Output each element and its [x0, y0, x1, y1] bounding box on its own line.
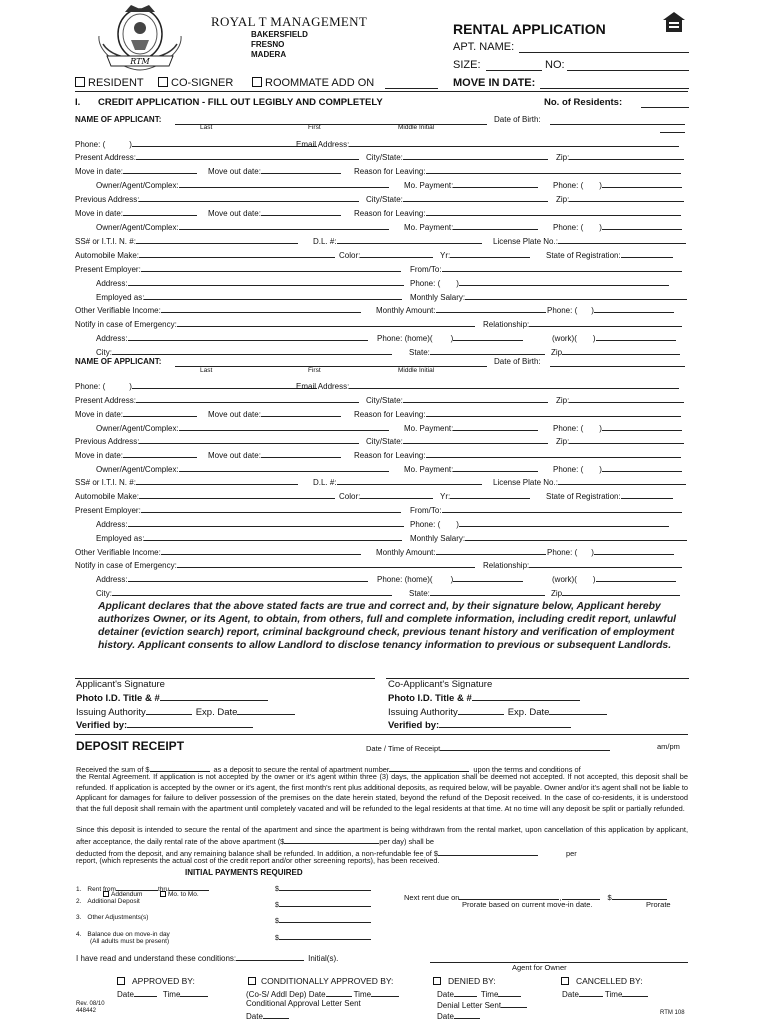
ssn-row-2[interactable]: SS# or I.T.I. N. #:: [75, 477, 298, 487]
first-caption: First: [308, 124, 321, 131]
owner-row-3[interactable]: Owner/Agent/Complex:: [96, 423, 389, 433]
denied-datetime[interactable]: Date Time: [437, 989, 521, 999]
plate-row[interactable]: License Plate No.:: [493, 236, 686, 246]
middle-caption-2: Middle Initial: [398, 367, 435, 374]
dl-row-2[interactable]: D.L. #:: [313, 477, 482, 487]
email-label: Email Address:: [296, 139, 679, 149]
em-city-row[interactable]: City:: [96, 347, 392, 357]
phone-home-row[interactable]: Phone: (home)( ): [377, 333, 523, 343]
employed-as-row[interactable]: Employed as:: [96, 292, 402, 302]
receipt-datetime[interactable]: Date / Time of Receipt: [366, 743, 610, 753]
roommate-field[interactable]: [385, 88, 438, 89]
denial-letter-date[interactable]: Date: [437, 1011, 480, 1021]
first-caption-2: First: [308, 367, 321, 374]
deposit-line1: Received the sum of $ as a deposit to secure the rental of apartment number upon the terms and conditions of: [76, 765, 581, 774]
previous-address-row-2[interactable]: Previous Address:: [75, 436, 359, 446]
revision-label: Rev. 08/10: [76, 1001, 105, 1007]
approved-datetime[interactable]: Date Time: [117, 989, 208, 999]
ampm-label: am/pm: [657, 742, 680, 751]
next-rent-row[interactable]: Next rent due on , $: [404, 892, 667, 902]
phone-work-row[interactable]: (work)( ): [552, 333, 676, 343]
apt-name-label: APT. NAME:: [453, 41, 515, 53]
move-out-row-3[interactable]: Move out date:: [208, 409, 341, 419]
name-field-2[interactable]: [175, 366, 487, 367]
owner-phone-row-4[interactable]: Phone: ( ): [553, 464, 682, 474]
size-label: SIZE:: [453, 59, 481, 71]
denied-checkbox[interactable]: DENIED BY:: [433, 977, 496, 986]
payment-item-3: 3. Other Adjustments(s): [76, 914, 149, 921]
reason-row[interactable]: Reason for Leaving:: [354, 166, 681, 176]
verified-label-2[interactable]: Verified by:: [388, 720, 571, 731]
mo-payment-row-3[interactable]: Mo. Payment:: [404, 423, 538, 433]
mo-payment-row[interactable]: Mo. Payment:: [404, 180, 538, 190]
deposit-fee-line: deducted from the deposit, and any remaining balance shall be refunded. In addition, a non-refundable fee of $ per: [76, 849, 577, 858]
checkbox-roommate[interactable]: ROOMMATE ADD ON: [252, 77, 374, 89]
email-label-2[interactable]: Email Address:: [296, 381, 679, 391]
em-address-row[interactable]: Address:: [96, 333, 368, 343]
payment-amount-3[interactable]: $: [275, 915, 371, 925]
em-zip-row-2[interactable]: Zip: [551, 588, 680, 598]
company-seal-logo: [95, 4, 185, 76]
payment-item-2: 2. Additional Deposit: [76, 898, 140, 905]
move-in-field[interactable]: [540, 88, 689, 89]
agent-label: Agent for Owner: [512, 963, 567, 972]
cond-datetime[interactable]: (Co-S/ Addl Dep) Date Time: [246, 989, 399, 999]
move-in-row-4[interactable]: Move in date:: [75, 450, 197, 460]
rtm-form-code: RTM 108: [660, 1010, 685, 1016]
coapplicant-signature-label: Co-Applicant's Signature: [388, 679, 493, 690]
line: [660, 132, 685, 133]
checkbox-cosigner[interactable]: CO-SIGNER: [158, 77, 233, 89]
verified-label[interactable]: Verified by:: [76, 720, 253, 731]
city-state-row[interactable]: City/State:: [366, 152, 548, 162]
section-title: CREDIT APPLICATION - FILL OUT LEGIBLY AND COMPLETELY: [98, 97, 383, 108]
present-address-row-2[interactable]: Present Address:: [75, 395, 359, 405]
owner-row-4[interactable]: Owner/Agent/Complex:: [96, 464, 389, 474]
prorate-label: Prorate: [646, 900, 671, 909]
dob-field[interactable]: [550, 124, 685, 125]
residents-label: No. of Residents:: [544, 97, 623, 108]
em-address-row-2[interactable]: Address:: [96, 574, 368, 584]
dob-label-2: Date of Birth:: [494, 357, 541, 366]
deposit-report-line: report, (which represents the actual cost of the credit report and/or other screening reports), has been received.: [76, 856, 440, 865]
addendum-checkbox[interactable]: Addendum: [103, 891, 142, 899]
plate-row-2[interactable]: License Plate No.:: [493, 477, 686, 487]
prev-zip-row-2[interactable]: Zip:: [556, 436, 684, 446]
employer-row[interactable]: Present Employer:: [75, 264, 401, 274]
other-phone-row[interactable]: Phone: ( ): [547, 305, 674, 315]
move-out-row[interactable]: Move out date:: [208, 166, 341, 176]
prorate-current-label: Prorate based on current move-in date.: [462, 900, 593, 909]
mo-to-mo-checkbox[interactable]: Mo. to Mo.: [160, 891, 199, 899]
applicant-signature-label: Applicant's Signature: [76, 679, 165, 690]
form-number: 448442: [76, 1008, 97, 1014]
employer-phone-row-2[interactable]: Phone: ( ): [410, 519, 669, 529]
em-city-row-2[interactable]: City:: [96, 588, 392, 598]
employed-as-row-2[interactable]: Employed as:: [96, 533, 402, 543]
conditions-row[interactable]: I have read and understand these conditions: Initial(s).: [76, 954, 339, 963]
no-label: NO:: [545, 59, 565, 71]
zip-row-2[interactable]: Zip:: [556, 395, 684, 405]
auto-row[interactable]: Automobile Make:: [75, 250, 335, 260]
zip-row[interactable]: Zip:: [556, 152, 684, 162]
ssn-row[interactable]: SS# or I.T.I. N. #:: [75, 236, 298, 246]
photo-id-label-2[interactable]: Photo I.D. Title & #: [388, 693, 580, 704]
from-to-row-2[interactable]: From/To:: [410, 505, 682, 515]
issuing-label[interactable]: Issuing Authority Exp. Date: [76, 707, 295, 718]
city-madera: MADERA: [251, 50, 287, 59]
prev-city-state-row-2[interactable]: City/State:: [366, 436, 548, 446]
owner-phone-row-3[interactable]: Phone: ( ): [553, 423, 682, 433]
phone-work-row-2[interactable]: (work)( ): [552, 574, 676, 584]
payment-item-1[interactable]: 1. Rent from thru: [76, 883, 209, 894]
other-phone-row-2[interactable]: Phone: ( ): [547, 547, 674, 557]
employer-address-row-2[interactable]: Address:: [96, 519, 404, 529]
svg-text:RTM: RTM: [130, 57, 150, 66]
reason-row-3[interactable]: Reason for Leaving:: [354, 409, 681, 419]
payment-amount-1[interactable]: $: [275, 883, 371, 893]
divider: [75, 734, 688, 735]
mo-payment-row-2[interactable]: Mo. Payment:: [404, 222, 538, 232]
state-reg-row-2[interactable]: State of Registration:: [546, 491, 673, 501]
present-address-row[interactable]: Present Address:: [75, 152, 359, 162]
apt-name-field[interactable]: [519, 52, 689, 53]
payment-item-4-sub: (All adults must be present): [90, 938, 170, 945]
salary-row[interactable]: Monthly Salary:: [410, 292, 687, 302]
color-row-2[interactable]: Color:: [339, 491, 433, 501]
equal-housing-icon: [662, 11, 686, 33]
form-title: RENTAL APPLICATION: [453, 21, 606, 37]
city-state-row-2[interactable]: City/State:: [366, 395, 548, 405]
owner-phone-row-2[interactable]: Phone: ( ): [553, 222, 682, 232]
city-fresno: FRESNO: [251, 40, 285, 49]
name-label-2: NAME OF APPLICANT:: [75, 357, 162, 366]
relationship-row-2[interactable]: Relationship:: [483, 560, 682, 570]
monthly-amount-row-2[interactable]: Monthly Amount:: [376, 547, 546, 557]
phone-label-2[interactable]: Phone: ( ): [75, 381, 317, 391]
deposit-terms: the Rental Agreement. If application is not accepted by the owner or it's agent within three (3) days, the application shall be deemed not accepted. If not accepted, this deposit shall be refunded. If application is accepted by the owner or it's agent, the first month's rent plus additional deposits, as required below, will be payable. Owner and/or it's agent shall not be liable to Applicant for damages for failure to deliver possession of the premises on the date herein stated, beyond the refund of the Deposit received. In the case of co-residents, it is understood that the full deposit shall remain with the apartment until completely vacated and will be refunded to the legal residents at that time. At no time will any deposit be split or partially refunded.: [76, 772, 688, 813]
checkbox-resident[interactable]: RESIDENT: [75, 77, 144, 89]
cancelled-checkbox[interactable]: CANCELLED BY:: [561, 977, 643, 986]
dob-label: Date of Birth:: [494, 115, 541, 124]
auto-row-2[interactable]: Automobile Make:: [75, 491, 335, 501]
employer-phone-row[interactable]: Phone: ( ): [410, 278, 669, 288]
move-out-row-2[interactable]: Move out date:: [208, 208, 341, 218]
mo-payment-row-4[interactable]: Mo. Payment:: [404, 464, 538, 474]
cancelled-datetime[interactable]: Date Time: [562, 989, 648, 999]
yr-row[interactable]: Yr:: [440, 250, 530, 260]
denial-letter-row[interactable]: Denial Letter Sent: [437, 1000, 527, 1010]
owner-row-2[interactable]: Owner/Agent/Complex:: [96, 222, 389, 232]
move-in-row-2[interactable]: Move in date:: [75, 208, 197, 218]
conditionally-approved-checkbox[interactable]: CONDITIONALLY APPROVED BY:: [248, 977, 393, 986]
payment-item-4: 4. Balance due on move-in day: [76, 931, 170, 938]
emergency-row-2[interactable]: Notify in case of Emergency:: [75, 560, 475, 570]
move-in-row-3[interactable]: Move in date:: [75, 409, 197, 419]
deposit-title: DEPOSIT RECEIPT: [76, 739, 185, 753]
middle-caption: Middle Initial: [398, 124, 435, 131]
size-field[interactable]: [486, 70, 542, 71]
approved-checkbox[interactable]: APPROVED BY:: [117, 977, 195, 986]
move-in-row[interactable]: Move in date:: [75, 166, 197, 176]
last-caption-2: Last: [200, 367, 213, 374]
move-out-row-4[interactable]: Move out date:: [208, 450, 341, 460]
divider: [75, 91, 688, 92]
reason-row-4[interactable]: Reason for Leaving:: [354, 450, 681, 460]
em-zip-row[interactable]: Zip: [551, 347, 680, 357]
em-state-row-2[interactable]: State:: [409, 588, 545, 598]
name-field[interactable]: [175, 124, 487, 125]
payments-title: INITIAL PAYMENTS REQUIRED: [185, 868, 303, 877]
salary-row-2[interactable]: Monthly Salary:: [410, 533, 687, 543]
last-caption: Last: [200, 124, 213, 131]
issuing-label-2[interactable]: Issuing Authority Exp. Date: [388, 707, 607, 718]
city-bakersfield: BAKERSFIELD: [251, 30, 308, 39]
deposit-cancellation: Since this deposit is intended to secure the rental of the apartment and since the apartment is being withdrawn from the rental market, upon cancellation of this application by applicant, after acceptance, the daily rental rate of the above apartment ($ per day) shall be: [76, 825, 688, 846]
owner-phone-row[interactable]: Phone: ( ): [553, 180, 682, 190]
cond-letter-label: Conditional Approval Letter Sent: [246, 999, 361, 1008]
payment-amount-2[interactable]: $: [275, 899, 371, 909]
company-name: ROYAL T MANAGEMENT: [211, 14, 368, 29]
prev-zip-row[interactable]: Zip:: [556, 194, 684, 204]
applicant-declaration: Applicant declares that the above stated facts are true and correct and, by their signature below, Applicant hereby authorizes Owner, or its Agent, to obtain, from others, full and complete information, including credit report, unlawful detainer (eviction search) report, criminal background check, previous tenant history and verification of employment history. Applicant consents to allow Landlord to disclose tenancy information to previous or subsequent Landlords.: [98, 601, 677, 651]
move-in-label: MOVE IN DATE:: [453, 77, 536, 89]
emergency-row[interactable]: Notify in case of Emergency:: [75, 319, 475, 329]
yr-row-2[interactable]: Yr:: [440, 491, 530, 501]
unit-no-field[interactable]: [567, 70, 689, 71]
payment-amount-4[interactable]: $: [275, 932, 371, 942]
from-to-row[interactable]: From/To:: [410, 264, 682, 274]
owner-row[interactable]: Owner/Agent/Complex:: [96, 180, 389, 190]
reason-row-2[interactable]: Reason for Leaving:: [354, 208, 681, 218]
residents-field[interactable]: [641, 107, 689, 108]
cond-letter-date[interactable]: Date: [246, 1011, 289, 1021]
photo-id-label[interactable]: Photo I.D. Title & #: [76, 693, 268, 704]
prev-city-state-row[interactable]: City/State:: [366, 194, 548, 204]
dl-row[interactable]: D.L. #:: [313, 236, 482, 246]
other-income-row-2[interactable]: Other Verifiable Income:: [75, 547, 361, 557]
dob-field-2[interactable]: [550, 366, 685, 367]
phone-label: Phone: ( ): [75, 139, 317, 149]
section-numeral: I.: [75, 97, 81, 108]
employer-row-2[interactable]: Present Employer:: [75, 505, 401, 515]
previous-address-row[interactable]: Previous Address:: [75, 194, 359, 204]
phone-home-row-2[interactable]: Phone: (home)( ): [377, 574, 523, 584]
employer-address-row[interactable]: Address:: [96, 278, 404, 288]
state-reg-row[interactable]: State of Registration:: [546, 250, 673, 260]
em-state-row[interactable]: State:: [409, 347, 545, 357]
color-row[interactable]: Color:: [339, 250, 433, 260]
other-income-row[interactable]: Other Verifiable Income:: [75, 305, 361, 315]
monthly-amount-row[interactable]: Monthly Amount:: [376, 305, 546, 315]
relationship-row[interactable]: Relationship:: [483, 319, 682, 329]
name-label: NAME OF APPLICANT:: [75, 115, 162, 124]
